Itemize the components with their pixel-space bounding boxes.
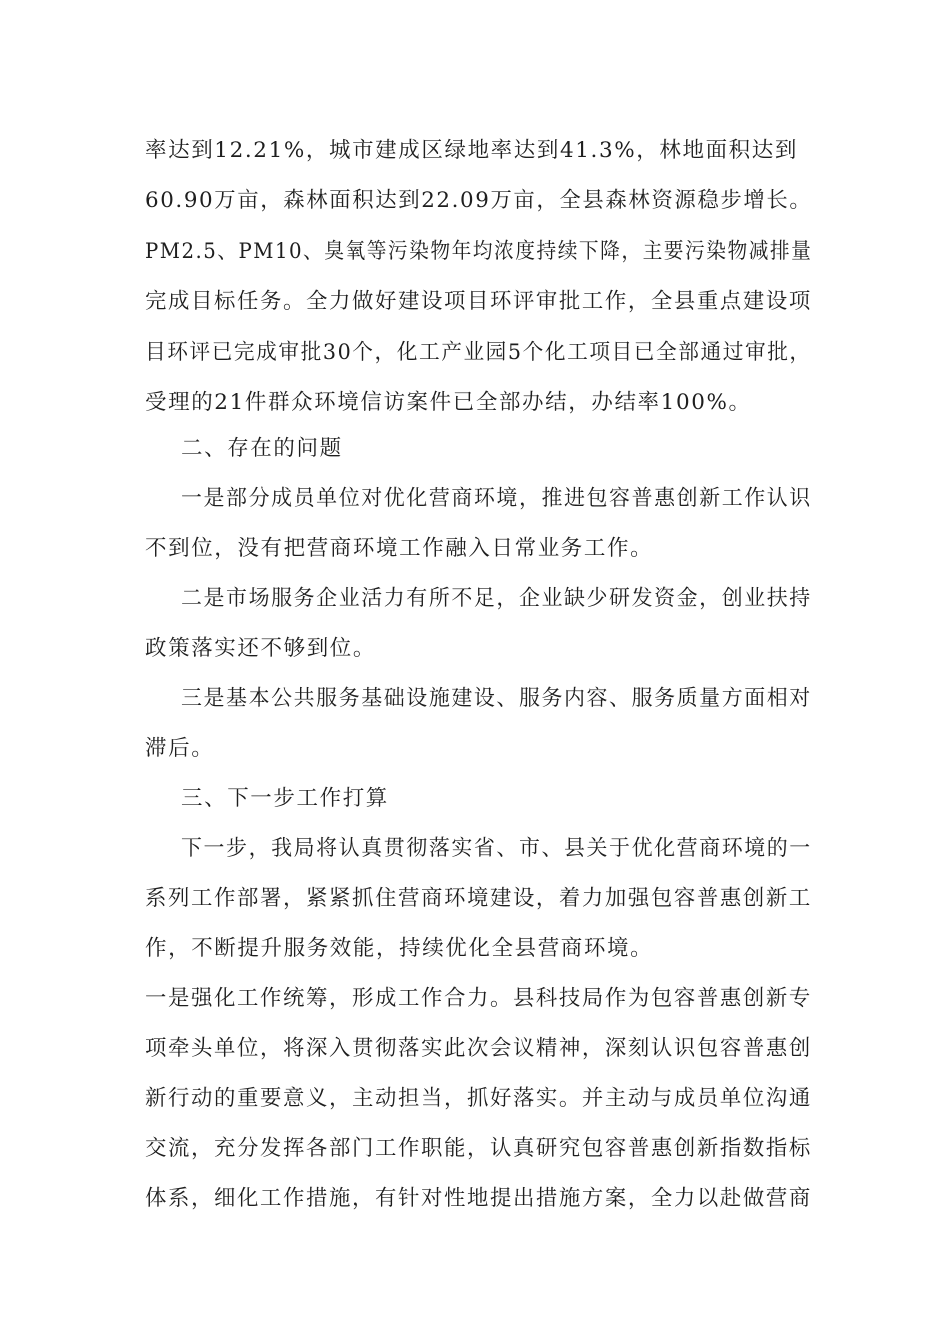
section-heading: 二、存在的问题 — [181, 436, 343, 461]
paragraph-line: 不到位，没有把营商环境工作融入日常业务工作。 — [145, 536, 654, 561]
paragraph-line: 滞后。 — [145, 736, 215, 761]
paragraph-line: 交流，充分发挥各部门工作职能，认真研究包容普惠创新指数指标 — [145, 1136, 812, 1161]
section-heading: 三、下一步工作打算 — [181, 786, 389, 811]
paragraph-line: 受理的21件群众环境信访案件已全部办结，办结率100%。 — [145, 390, 752, 415]
paragraph-line: 一是部分成员单位对优化营商环境，推进包容普惠创新工作认识 — [181, 486, 812, 511]
paragraph-line: 系列工作部署，紧紧抓住营商环境建设，着力加强包容普惠创新工 — [145, 886, 812, 911]
paragraph-line: 目环评已完成审批30个，化工产业园5个化工项目已全部通过审批， — [145, 340, 812, 365]
paragraph-line: 政策落实还不够到位。 — [145, 636, 377, 661]
paragraph-line: 新行动的重要意义，主动担当，抓好落实。并主动与成员单位沟通 — [145, 1086, 812, 1111]
paragraph-line: 率达到12.21%，城市建成区绿地率达到41.3%，林地面积达到 — [145, 138, 798, 163]
paragraph-line: 三是基本公共服务基础设施建设、服务内容、服务质量方面相对 — [181, 686, 812, 711]
paragraph-line: 作，不断提升服务效能，持续优化全县营商环境。 — [145, 936, 654, 961]
paragraph-line: 下一步，我局将认真贯彻落实省、市、县关于优化营商环境的一 — [181, 836, 812, 861]
paragraph-line: 项牵头单位，将深入贯彻落实此次会议精神，深刻认识包容普惠创 — [145, 1036, 812, 1061]
paragraph-line: 二是市场服务企业活力有所不足，企业缺少研发资金，创业扶持 — [181, 586, 812, 611]
paragraph-line: PM2.5、PM10、臭氧等污染物年均浓度持续下降，主要污染物减排量 — [145, 239, 813, 264]
paragraph-line: 60.90万亩，森林面积达到22.09万亩，全县森林资源稳步增长。 — [145, 188, 813, 213]
paragraph-line: 体系，细化工作措施，有针对性地提出措施方案，全力以赴做营商 — [145, 1186, 812, 1211]
paragraph-line: 一是强化工作统筹，形成工作合力。县科技局作为包容普惠创新专 — [145, 986, 812, 1011]
paragraph-line: 完成目标任务。全力做好建设项目环评审批工作，全县重点建设项 — [145, 289, 812, 314]
